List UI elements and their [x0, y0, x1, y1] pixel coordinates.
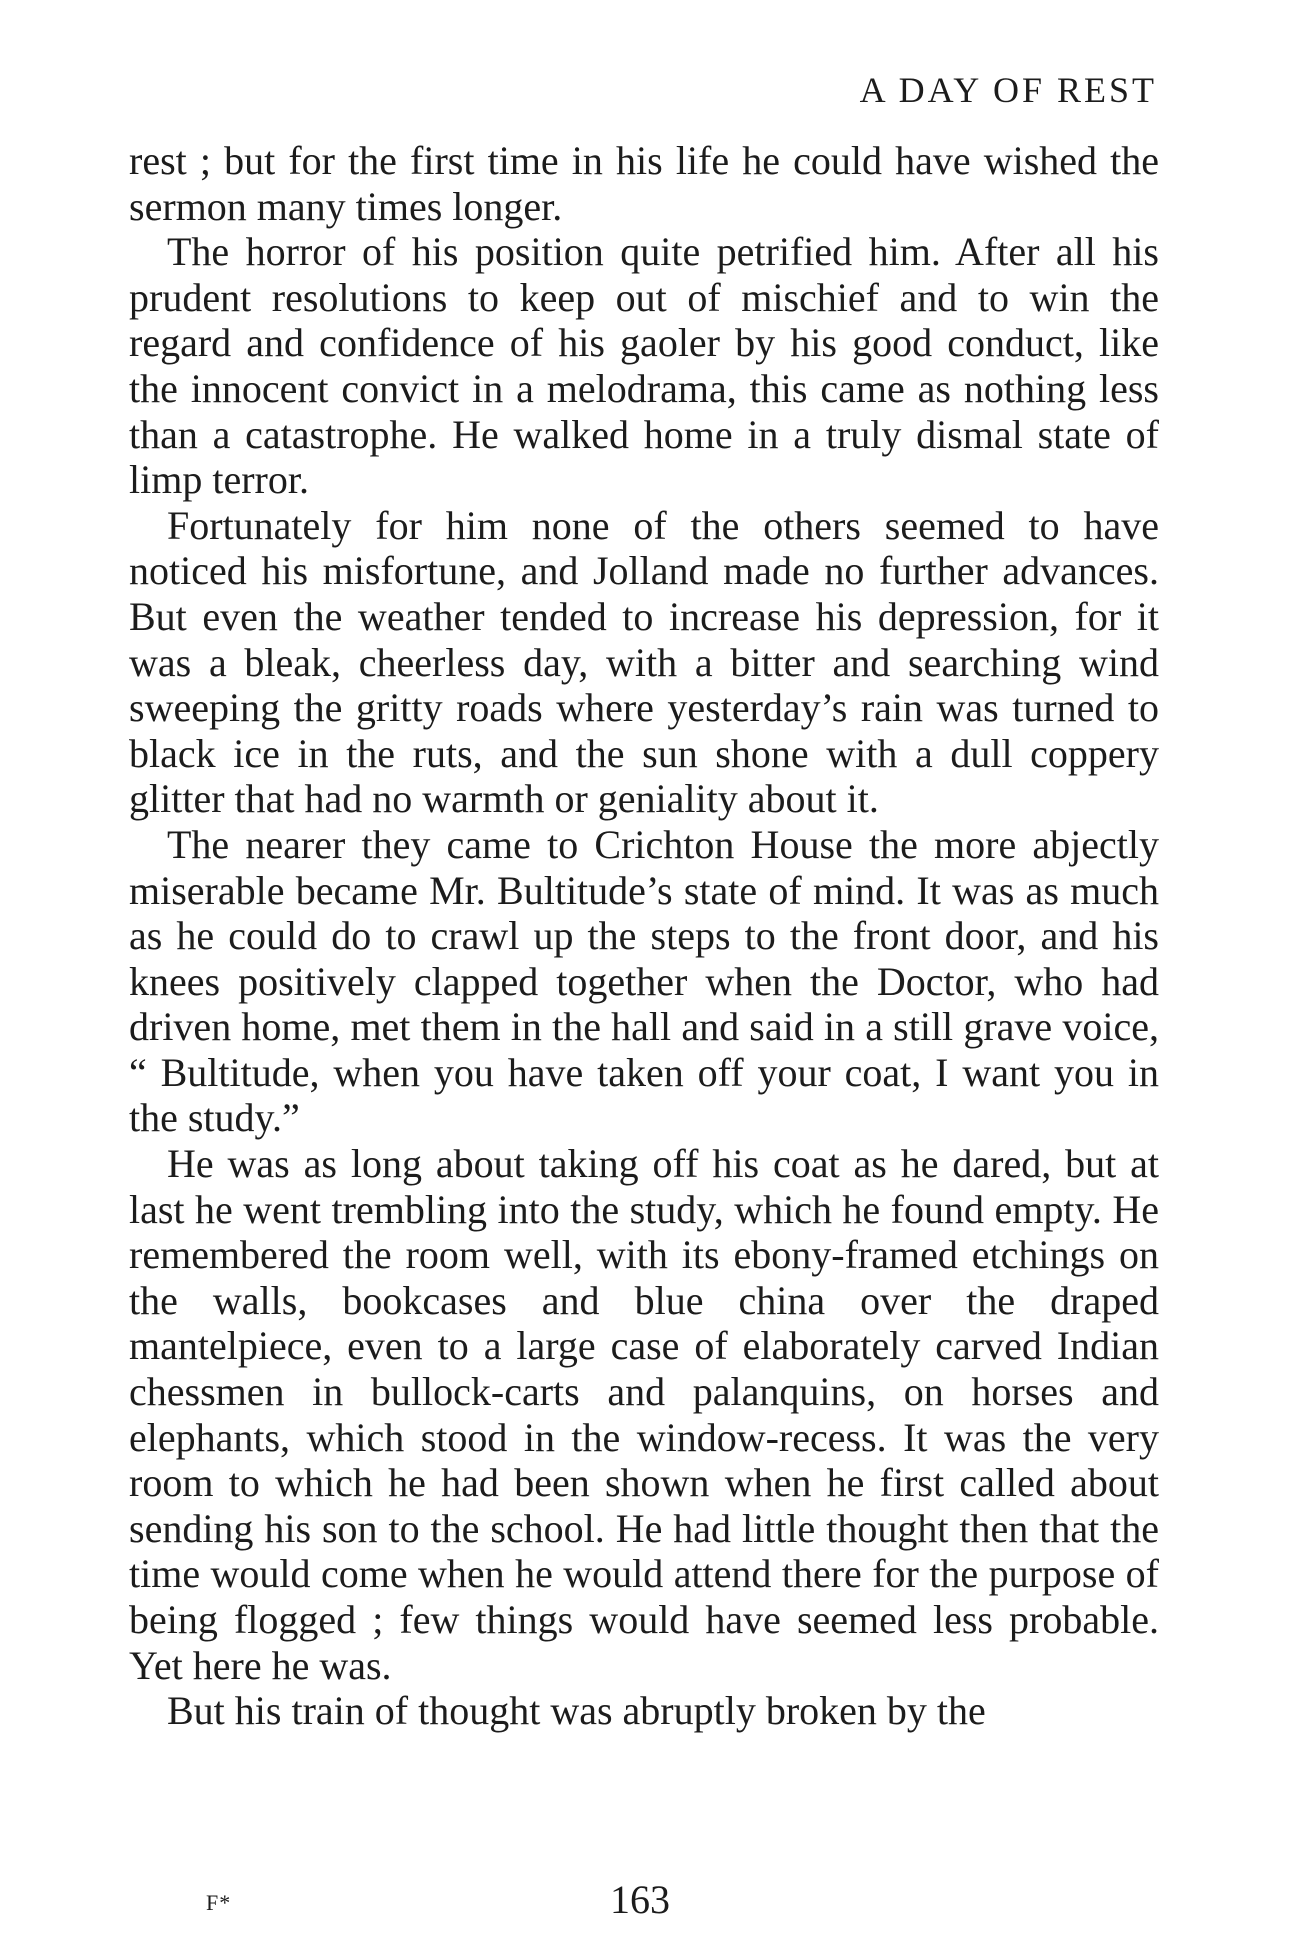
- page-number: 163: [610, 1877, 670, 1922]
- paragraph-4: The nearer they came to Crichton House the more abjectly miserable became Mr. Bultitude’s state of mind. It was as much as he could do to crawl up the steps to the front door, and his knees positively clapped together when the Doctor, who had driven home, met them in the hall and said in a still grave voice, “ Bultitude, when you have taken off your coat, I want you in the study.”: [129, 821, 1159, 1141]
- body-text: [129, 138, 1159, 1734]
- signature-mark: F*: [206, 1890, 232, 1915]
- paragraph-2: The horror of his position quite petrified him. After all his prudent resolutions to keep out of mischief and to win the regard and confidence of his gaoler by his good conduct, like the innocent convict in a melodrama, this came as nothing less than a catastrophe. He walked home in a truly dismal state of limp terror.: [129, 229, 1159, 503]
- paragraph-1: rest ; but for the first time in his life he could have wished the sermon many times longer.: [129, 138, 1159, 229]
- running-title: A DAY OF REST: [859, 70, 1157, 110]
- paragraph-5: He was as long about taking off his coat as he dared, but at last he went trembling into the study, which he found empty. He remembered the room well, with its ebony-framed etchings on the walls, bookcases and blue china over the draped mantelpiece, even to a large case of elaborately carved Indian chessmen in bullock-carts and palanquins, on horses and elephants, which stood in the window-recess. It was the very room to which he had been shown when he first called about sending his son to the school. He had little thought then that the time would come when he would attend there for the purpose of being flogged ; few things would have seemed less probable. Yet here he was.: [129, 1141, 1159, 1688]
- paragraph-3: Fortunately for him none of the others seemed to have noticed his misfortune, and Jolland made no further advances. But even the weather tended to increase his depression, for it was a bleak, cheerless day, with a bitter and searching wind sweeping the gritty roads where yesterday’s rain was turned to black ice in the ruts, and the sun shone with a dull coppery glitter that had no warmth or geniality about it.: [129, 502, 1159, 822]
- paragraph-6: But his train of thought was abruptly broken by the: [167, 1688, 986, 1734]
